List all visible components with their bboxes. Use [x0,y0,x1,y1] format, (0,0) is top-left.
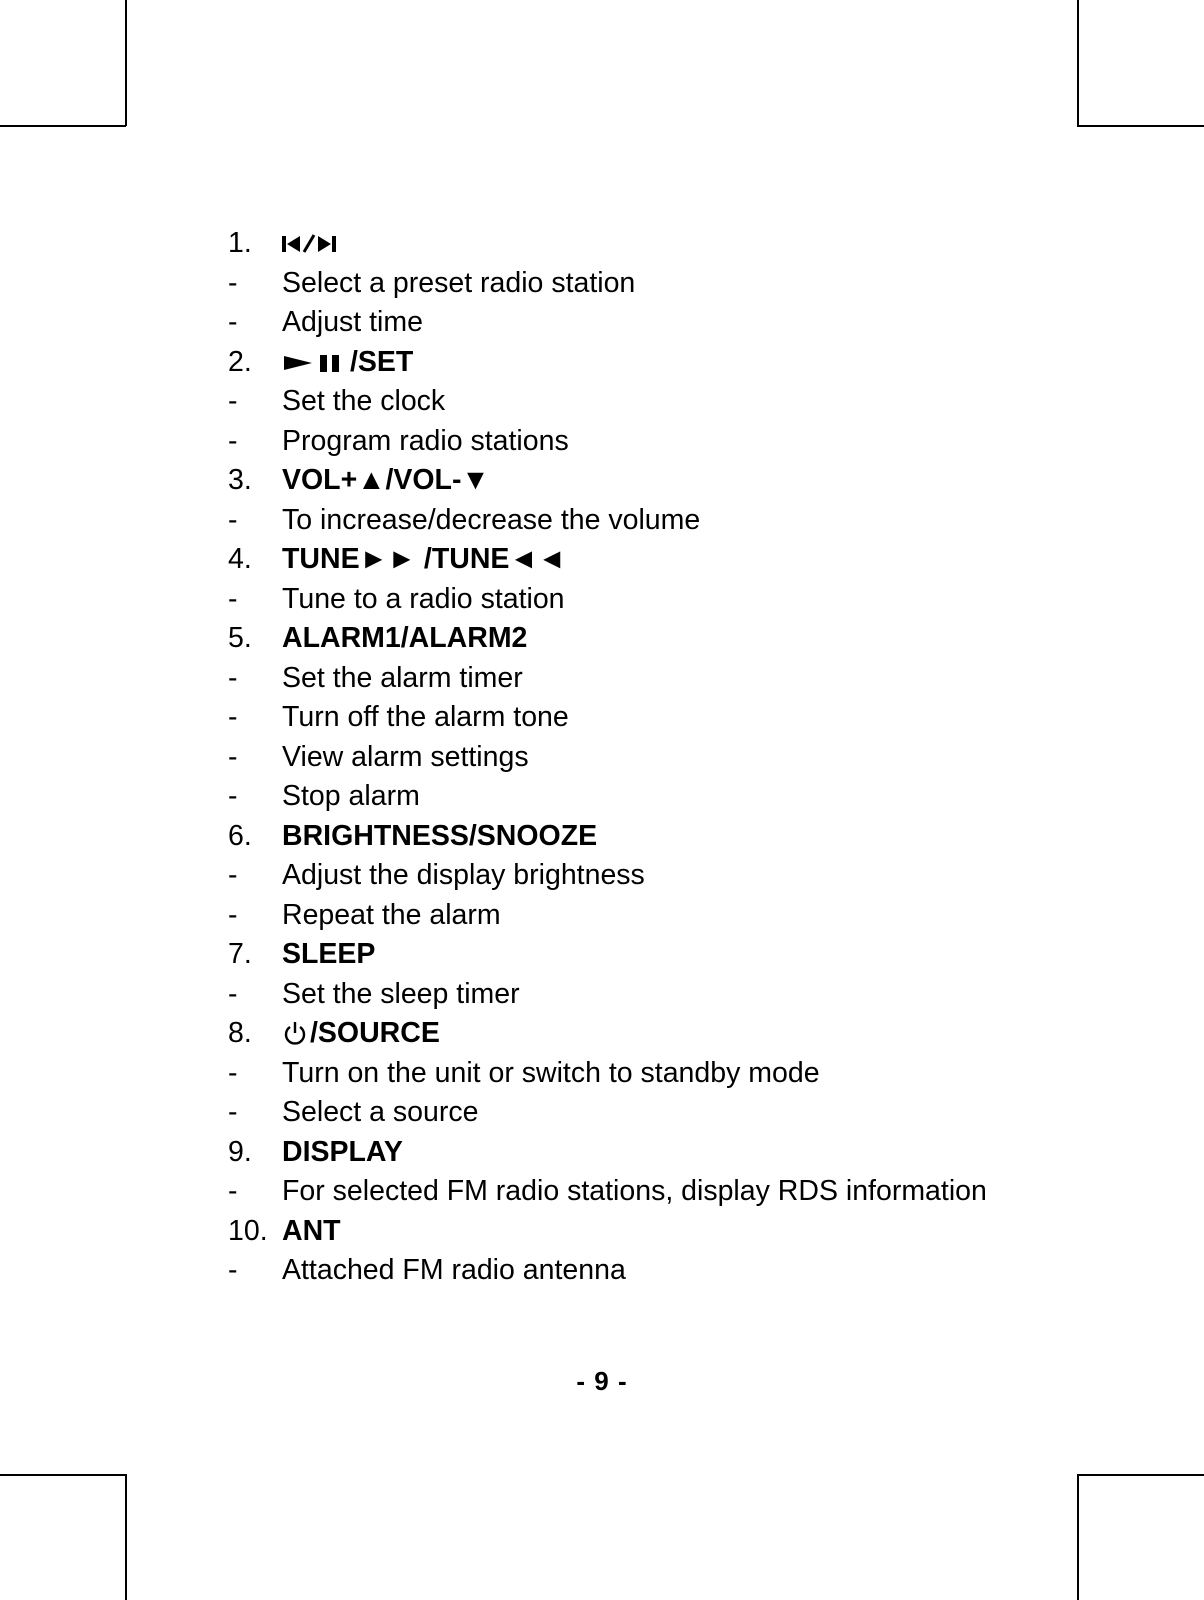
power-icon [282,1020,308,1048]
item-number: 10. [228,1214,268,1247]
description-text: For selected FM radio stations, display RDS information [282,1175,987,1207]
item-label-text: BRIGHTNESS/SNOOZE [282,819,598,852]
item-description [228,382,988,422]
bullet-dash: - [228,701,238,733]
item-heading [228,224,988,264]
bullet-dash: - [228,503,238,536]
item-number: 7. [228,938,252,970]
item-label-text: /SOURCE [310,1017,440,1049]
item-heading [228,461,988,501]
item-label-text: TUNE►► /TUNE◄◄ [282,543,566,575]
bullet-dash: - [228,1056,238,1089]
item-heading [228,343,988,383]
bullet-dash: - [228,661,238,694]
item-description [228,264,988,304]
description-text: Adjust time [282,306,423,338]
bullet-dash: - [228,1254,238,1286]
item-heading [228,935,988,975]
crop-mark-top-right-horizontal [1077,125,1204,127]
item-heading [228,1133,988,1173]
item-description [228,698,988,738]
description-text: Repeat the alarm [282,898,501,931]
description-text: Attached FM radio antenna [282,1254,626,1286]
crop-mark-top-left-horizontal [0,125,126,127]
item-heading [228,817,988,857]
item-description [228,1054,988,1094]
item-label-text: /SET [350,345,414,378]
item-description [228,738,988,778]
bullet-dash: - [228,780,238,812]
item-number: 9. [228,1135,252,1168]
item-button-label [282,1212,988,1252]
item-number: 6. [228,819,252,852]
crop-mark-bottom-left-horizontal [0,1474,126,1476]
item-button-label [282,343,988,383]
item-button-label [282,461,988,501]
bullet-dash: - [228,898,238,931]
item-heading [228,1212,988,1252]
item-description [228,777,988,817]
item-heading [228,540,988,580]
bullet-dash: - [228,424,238,457]
bullet-dash: - [228,582,238,615]
item-button-label [282,935,988,975]
item-number: 2. [228,345,252,378]
item-button-label [282,817,988,857]
item-description [228,975,988,1015]
item-button-label [282,619,988,659]
crop-mark-bottom-left-vertical [125,1474,127,1600]
description-text: Select a preset radio station [282,266,636,299]
item-button-label [282,1014,988,1054]
bullet-dash: - [228,1096,238,1128]
crop-mark-top-left-vertical [125,0,127,126]
item-label-text: VOL+▲/VOL-▼ [282,464,490,496]
item-label-text: ANT [282,1214,341,1247]
button-function-list [228,224,988,1291]
description-text: Set the clock [282,385,446,417]
item-description [228,1093,988,1133]
item-heading [228,1014,988,1054]
bullet-dash: - [228,266,238,299]
item-description [228,422,988,462]
description-text: Select a source [282,1096,479,1128]
bullet-dash: - [228,740,238,773]
item-button-label [282,1133,988,1173]
description-text: To increase/decrease the volume [282,503,701,536]
crop-mark-bottom-right-vertical [1077,1474,1079,1600]
item-number: 3. [228,464,252,496]
description-text: View alarm settings [282,740,529,773]
item-button-label [282,224,988,264]
crop-mark-top-right-vertical [1077,0,1079,126]
description-text: Program radio stations [282,424,569,457]
description-text: Set the alarm timer [282,661,523,694]
description-text: Tune to a radio station [282,582,565,615]
previous-next-icon [282,232,348,256]
bullet-dash: - [228,1175,238,1207]
item-label-text: ALARM1/ALARM2 [282,622,528,654]
description-text: Adjust the display brightness [282,859,645,891]
description-text: Stop alarm [282,780,420,812]
item-description [228,896,988,936]
item-number: 5. [228,622,252,654]
item-description [228,501,988,541]
play-pause-icon [282,351,348,375]
item-description [228,856,988,896]
item-description [228,1172,988,1212]
bullet-dash: - [228,306,238,338]
description-text: Turn on the unit or switch to standby mode [282,1056,820,1089]
item-number: 1. [228,227,252,259]
item-number: 8. [228,1017,252,1049]
page-number: - 9 - [576,1366,628,1396]
description-text: Set the sleep timer [282,977,520,1010]
item-label-text: SLEEP [282,938,376,970]
description-text: Turn off the alarm tone [282,701,569,733]
item-description [228,659,988,699]
item-description [228,303,988,343]
bullet-dash: - [228,385,238,417]
item-description [228,580,988,620]
item-number: 4. [228,543,252,575]
item-label-text: DISPLAY [282,1135,403,1168]
crop-mark-bottom-right-horizontal [1077,1474,1204,1476]
item-button-label [282,540,988,580]
item-description [228,1251,988,1291]
bullet-dash: - [228,859,238,891]
bullet-dash: - [228,977,238,1010]
item-heading [228,619,988,659]
